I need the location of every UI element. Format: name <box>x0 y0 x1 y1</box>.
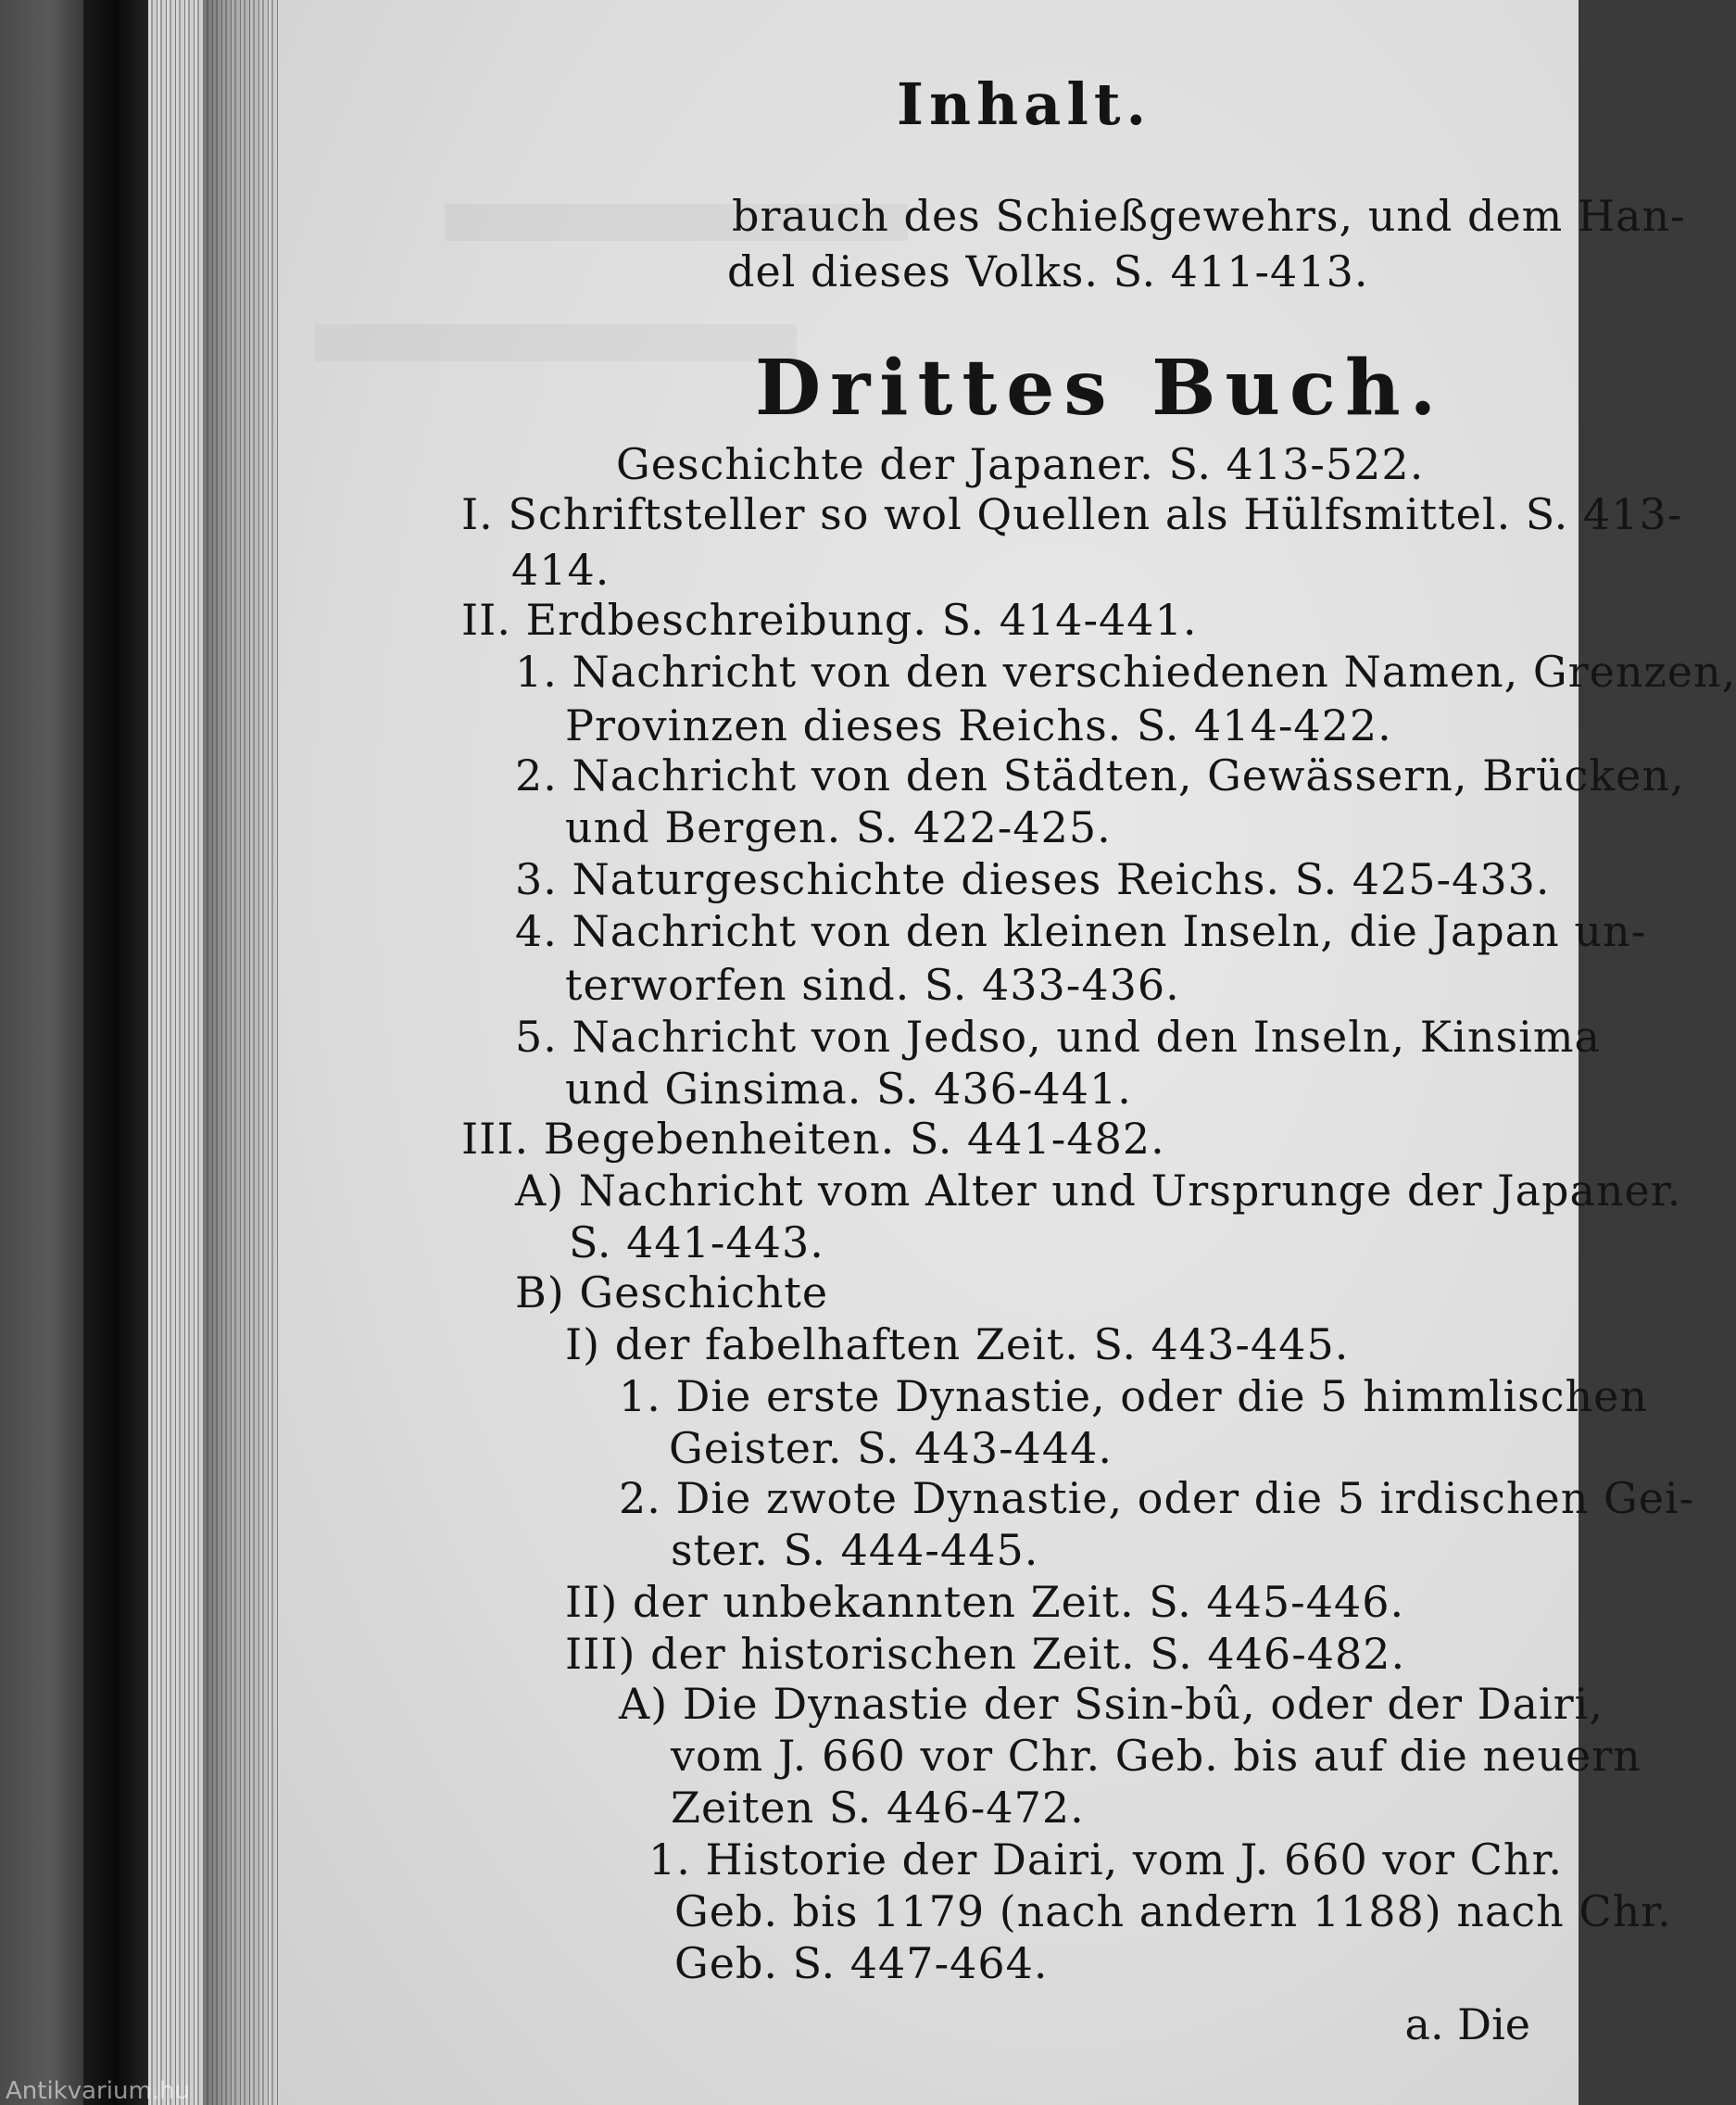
catchword: a. Die <box>1404 1999 1530 2049</box>
toc-line: III) der historischen Zeit. S. 446-482. <box>565 1629 1406 1679</box>
toc-line: Geb. S. 447-464. <box>674 1938 1049 1988</box>
toc-line: und Ginsima. S. 436-441. <box>565 1064 1132 1114</box>
toc-line: Provinzen dieses Reichs. S. 414-422. <box>565 700 1392 750</box>
running-head: Inhalt. <box>897 70 1152 138</box>
toc-line: brauch des Schießgewehrs, und dem Han- <box>732 191 1686 241</box>
toc-line: Zeiten S. 446-472. <box>671 1783 1085 1833</box>
toc-line: ster. S. 444-445. <box>671 1525 1039 1575</box>
book-cover-edge <box>83 0 148 2105</box>
toc-line: Geister. S. 443-444. <box>669 1423 1113 1473</box>
toc-line: 1. Nachricht von den verschiedenen Namen, Grenzen, <box>515 647 1736 697</box>
toc-line: III. Begebenheiten. S. 441-482. <box>461 1114 1165 1164</box>
toc-line: 1. Historie der Dairi, vom J. 660 vor Chr. <box>648 1834 1564 1884</box>
toc-line: und Bergen. S. 422-425. <box>565 802 1112 852</box>
toc-line: A) Die Dynastie der Ssin-bû, oder der Dairi, <box>619 1679 1604 1729</box>
toc-line: A) Nachricht vom Alter und Ursprunge der Japaner. <box>515 1166 1682 1216</box>
toc-line: 414. <box>511 545 610 595</box>
toc-line: del dieses Volks. S. 411-413. <box>727 246 1369 296</box>
toc-line: Geb. bis 1179 (nach andern 1188) nach Chr. <box>674 1886 1672 1936</box>
show-through-texture <box>315 324 797 361</box>
toc-line: S. 441-443. <box>569 1217 824 1267</box>
watermark: Antikvarium.hu <box>6 2077 190 2105</box>
toc-line: 2. Nachricht von den Städten, Gewässern, Brücken, <box>515 750 1685 800</box>
gutter-shadow <box>204 0 278 2105</box>
toc-line: I) der fabelhaften Zeit. S. 443-445. <box>565 1319 1350 1369</box>
toc-line: terworfen sind. S. 433-436. <box>565 960 1180 1010</box>
toc-line: I. Schriftsteller so wol Quellen als Hülfsmittel. S. 413- <box>461 489 1683 539</box>
toc-line: II. Erdbeschreibung. S. 414-441. <box>461 595 1198 645</box>
background-strip <box>0 0 83 2105</box>
toc-line: 3. Naturgeschichte dieses Reichs. S. 425-433. <box>515 854 1551 904</box>
book-title: Drittes Buch. <box>755 344 1446 433</box>
toc-line: vom J. 660 vor Chr. Geb. bis auf die neuern <box>671 1731 1642 1781</box>
toc-line: 5. Nachricht von Jedso, und den Inseln, Kinsima <box>515 1012 1601 1062</box>
toc-line: II) der unbekannten Zeit. S. 445-446. <box>565 1577 1405 1627</box>
toc-line: 4. Nachricht von den kleinen Inseln, die Japan un- <box>515 906 1647 956</box>
toc-line: 1. Die erste Dynastie, oder die 5 himmlischen <box>619 1371 1648 1421</box>
toc-line: B) Geschichte <box>515 1267 829 1317</box>
toc-line: Geschichte der Japaner. S. 413-522. <box>616 439 1425 489</box>
toc-line: 2. Die zwote Dynastie, oder die 5 irdischen Gei- <box>619 1473 1695 1523</box>
